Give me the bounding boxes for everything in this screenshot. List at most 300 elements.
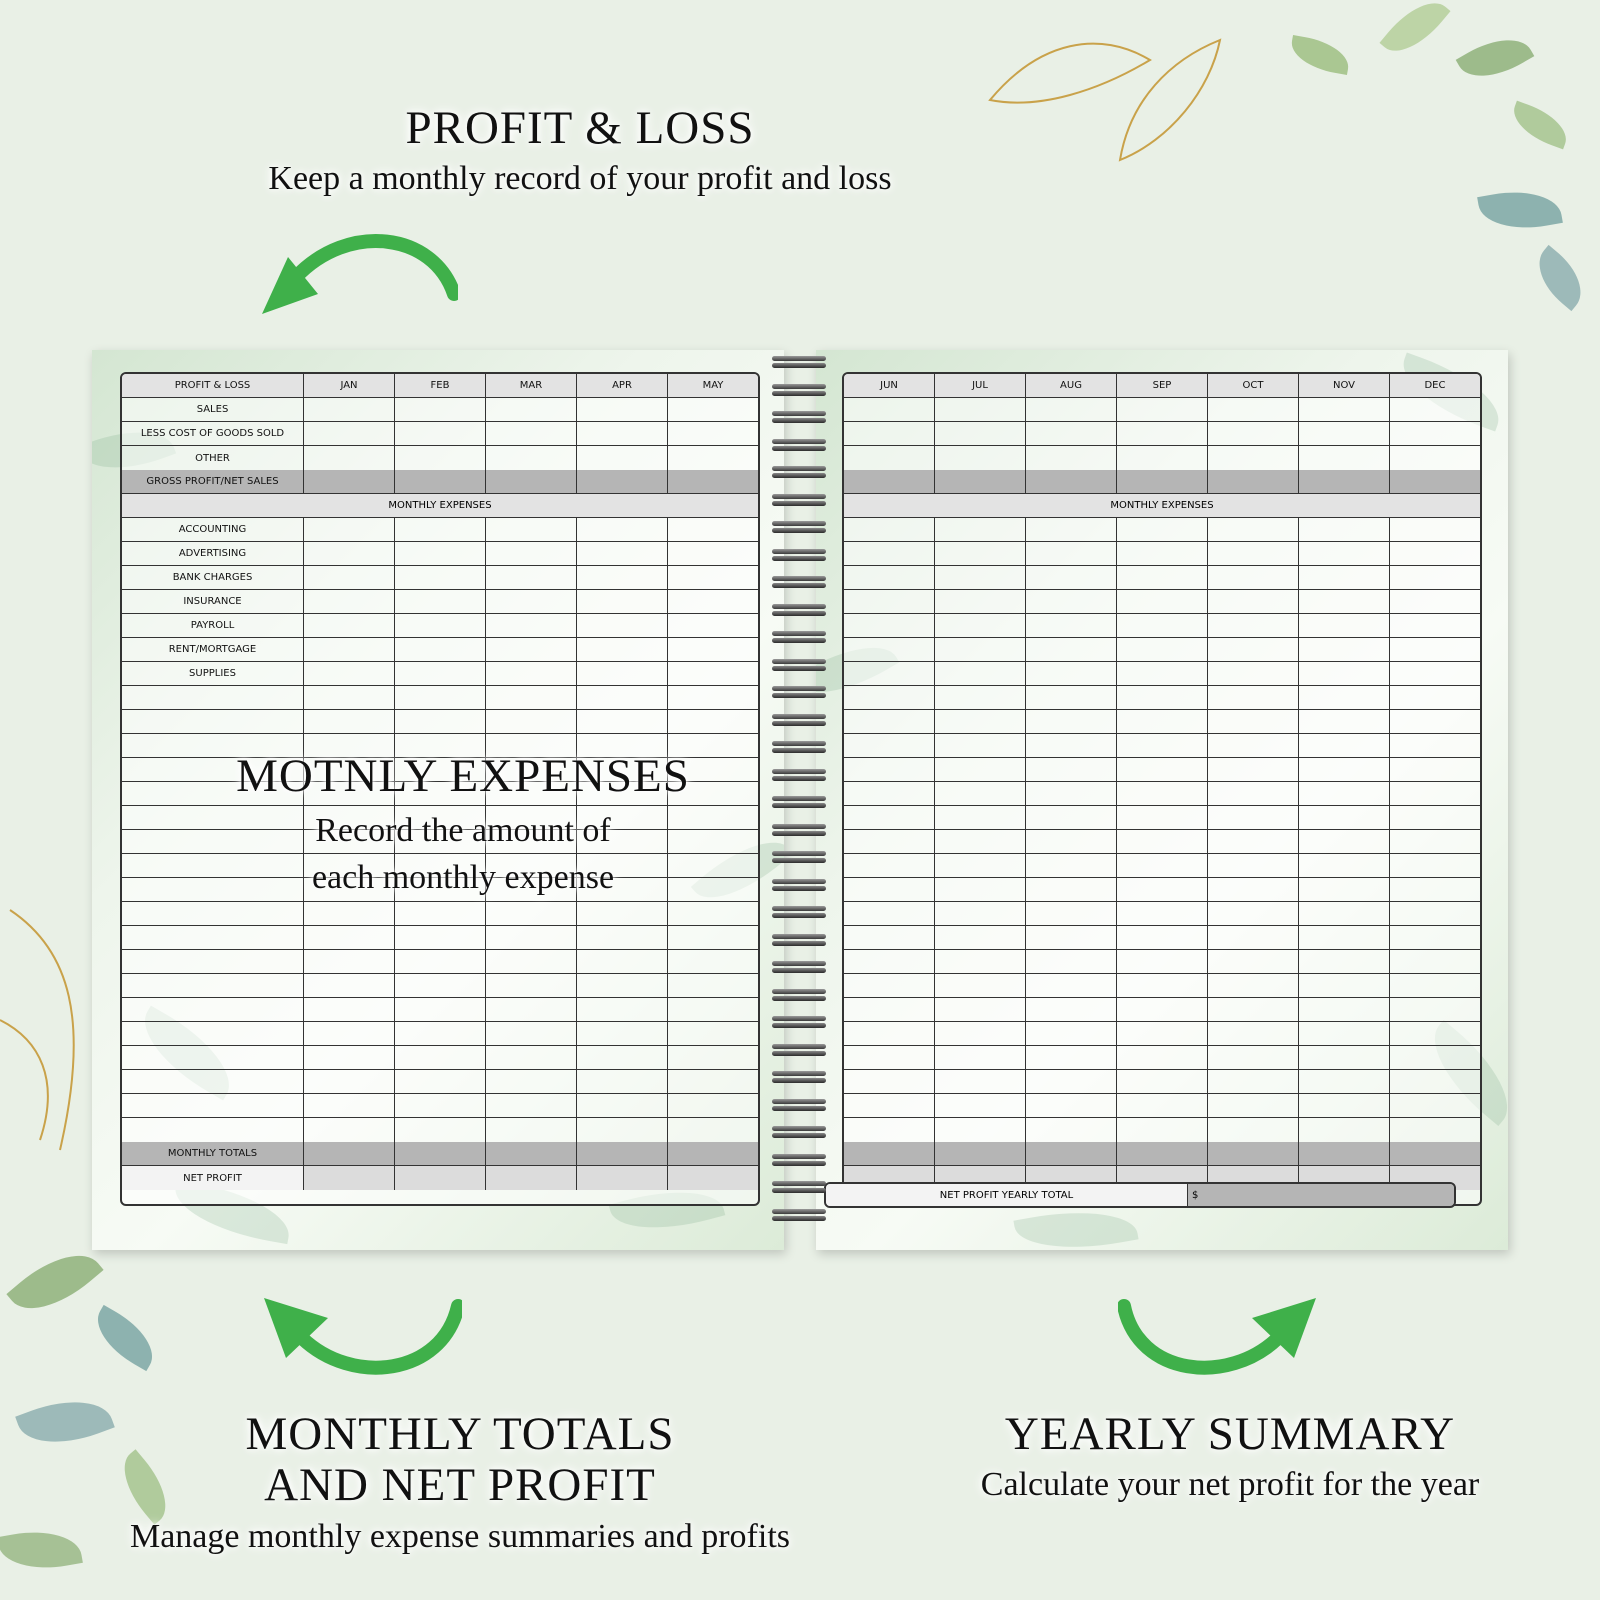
input-cell[interactable]	[1026, 1094, 1117, 1117]
input-cell[interactable]	[935, 1094, 1026, 1117]
input-cell[interactable]	[1208, 998, 1299, 1021]
input-cell[interactable]	[668, 1022, 758, 1045]
input-cell[interactable]	[1390, 590, 1480, 613]
input-cell[interactable]	[304, 974, 395, 997]
input-cell[interactable]	[1026, 662, 1117, 685]
input-cell[interactable]	[486, 710, 577, 733]
input-cell[interactable]	[1299, 446, 1390, 470]
input-cell[interactable]	[1299, 878, 1390, 901]
input-cell[interactable]	[1117, 974, 1208, 997]
input-cell[interactable]	[1390, 998, 1480, 1021]
input-cell[interactable]	[844, 662, 935, 685]
input-cell[interactable]	[577, 1070, 668, 1093]
input-cell[interactable]	[935, 566, 1026, 589]
input-cell[interactable]	[304, 926, 395, 949]
input-cell[interactable]	[1390, 662, 1480, 685]
input-cell[interactable]	[1390, 1094, 1480, 1117]
input-cell[interactable]	[395, 638, 486, 661]
input-cell[interactable]	[1390, 1070, 1480, 1093]
input-cell[interactable]	[1117, 446, 1208, 470]
input-cell[interactable]	[395, 446, 486, 470]
input-cell[interactable]	[304, 638, 395, 661]
input-cell[interactable]	[395, 662, 486, 685]
input-cell[interactable]	[1026, 566, 1117, 589]
input-cell[interactable]	[395, 614, 486, 637]
input-cell[interactable]	[577, 1166, 668, 1190]
input-cell[interactable]	[1390, 1022, 1480, 1045]
input-cell[interactable]	[935, 1142, 1026, 1165]
input-cell[interactable]	[304, 446, 395, 470]
input-cell[interactable]	[1117, 902, 1208, 925]
input-cell[interactable]	[1117, 542, 1208, 565]
input-cell[interactable]	[1208, 1142, 1299, 1165]
input-cell[interactable]	[1026, 950, 1117, 973]
input-cell[interactable]	[1026, 686, 1117, 709]
input-cell[interactable]	[1208, 638, 1299, 661]
input-cell[interactable]	[304, 422, 395, 445]
input-cell[interactable]	[935, 398, 1026, 421]
input-cell[interactable]	[668, 662, 758, 685]
input-cell[interactable]	[668, 902, 758, 925]
input-cell[interactable]	[935, 470, 1026, 493]
input-cell[interactable]	[1208, 518, 1299, 541]
input-cell[interactable]	[486, 902, 577, 925]
input-cell[interactable]	[1026, 518, 1117, 541]
input-cell[interactable]	[395, 974, 486, 997]
input-cell[interactable]	[1390, 542, 1480, 565]
input-cell[interactable]	[1390, 758, 1480, 781]
input-cell[interactable]	[1390, 902, 1480, 925]
input-cell[interactable]	[1117, 950, 1208, 973]
input-cell[interactable]	[1026, 470, 1117, 493]
input-cell[interactable]	[1299, 926, 1390, 949]
input-cell[interactable]	[395, 1094, 486, 1117]
input-cell[interactable]	[486, 662, 577, 685]
input-cell[interactable]	[1299, 974, 1390, 997]
input-cell[interactable]	[1026, 854, 1117, 877]
input-cell[interactable]	[935, 1022, 1026, 1045]
input-cell[interactable]	[1299, 806, 1390, 829]
input-cell[interactable]	[935, 902, 1026, 925]
input-cell[interactable]	[1299, 470, 1390, 493]
input-cell[interactable]	[486, 590, 577, 613]
input-cell[interactable]	[1208, 950, 1299, 973]
input-cell[interactable]	[577, 998, 668, 1021]
input-cell[interactable]	[668, 446, 758, 470]
input-cell[interactable]	[1390, 806, 1480, 829]
input-cell[interactable]	[1208, 686, 1299, 709]
input-cell[interactable]	[1208, 926, 1299, 949]
input-cell[interactable]	[668, 1166, 758, 1190]
input-cell[interactable]	[1026, 1142, 1117, 1165]
input-cell[interactable]	[1026, 446, 1117, 470]
input-cell[interactable]	[395, 542, 486, 565]
input-cell[interactable]	[1390, 1118, 1480, 1142]
input-cell[interactable]	[486, 1118, 577, 1142]
input-cell[interactable]	[1299, 686, 1390, 709]
input-cell[interactable]	[668, 1142, 758, 1165]
input-cell[interactable]	[1117, 1118, 1208, 1142]
input-cell[interactable]	[577, 1022, 668, 1045]
input-cell[interactable]	[1208, 446, 1299, 470]
input-cell[interactable]	[1026, 806, 1117, 829]
input-cell[interactable]	[395, 566, 486, 589]
input-cell[interactable]	[844, 1046, 935, 1069]
input-cell[interactable]	[1117, 398, 1208, 421]
input-cell[interactable]	[486, 1046, 577, 1069]
input-cell[interactable]	[1026, 422, 1117, 445]
input-cell[interactable]	[577, 1094, 668, 1117]
input-cell[interactable]	[1208, 1070, 1299, 1093]
input-cell[interactable]	[577, 974, 668, 997]
input-cell[interactable]	[1299, 902, 1390, 925]
input-cell[interactable]	[844, 1118, 935, 1142]
input-cell[interactable]	[1390, 566, 1480, 589]
input-cell[interactable]	[577, 518, 668, 541]
input-cell[interactable]	[1026, 974, 1117, 997]
input-cell[interactable]	[1117, 1142, 1208, 1165]
input-cell[interactable]	[1117, 1094, 1208, 1117]
input-cell[interactable]	[395, 1166, 486, 1190]
input-cell[interactable]	[1208, 710, 1299, 733]
input-cell[interactable]	[395, 950, 486, 973]
input-cell[interactable]	[1208, 542, 1299, 565]
input-cell[interactable]	[395, 710, 486, 733]
input-cell[interactable]	[1208, 974, 1299, 997]
input-cell[interactable]	[1026, 758, 1117, 781]
input-cell[interactable]	[1208, 1046, 1299, 1069]
yearly-total-value[interactable]: $	[1188, 1184, 1454, 1206]
input-cell[interactable]	[1390, 854, 1480, 877]
input-cell[interactable]	[304, 998, 395, 1021]
input-cell[interactable]	[304, 398, 395, 421]
input-cell[interactable]	[304, 1142, 395, 1165]
input-cell[interactable]	[1026, 1022, 1117, 1045]
input-cell[interactable]	[1299, 1142, 1390, 1165]
input-cell[interactable]	[486, 1022, 577, 1045]
input-cell[interactable]	[486, 686, 577, 709]
input-cell[interactable]	[1117, 782, 1208, 805]
input-cell[interactable]	[304, 902, 395, 925]
input-cell[interactable]	[844, 1094, 935, 1117]
input-cell[interactable]	[1208, 566, 1299, 589]
input-cell[interactable]	[1026, 998, 1117, 1021]
input-cell[interactable]	[1208, 590, 1299, 613]
input-cell[interactable]	[844, 782, 935, 805]
input-cell[interactable]	[486, 974, 577, 997]
input-cell[interactable]	[935, 878, 1026, 901]
input-cell[interactable]	[1299, 422, 1390, 445]
input-cell[interactable]	[1299, 638, 1390, 661]
input-cell[interactable]	[844, 854, 935, 877]
input-cell[interactable]	[1117, 686, 1208, 709]
input-cell[interactable]	[577, 926, 668, 949]
input-cell[interactable]	[1390, 950, 1480, 973]
input-cell[interactable]	[668, 614, 758, 637]
input-cell[interactable]	[486, 518, 577, 541]
input-cell[interactable]	[577, 686, 668, 709]
input-cell[interactable]	[844, 758, 935, 781]
input-cell[interactable]	[486, 638, 577, 661]
input-cell[interactable]	[1026, 1118, 1117, 1142]
input-cell[interactable]	[935, 854, 1026, 877]
input-cell[interactable]	[935, 1118, 1026, 1142]
input-cell[interactable]	[1026, 614, 1117, 637]
input-cell[interactable]	[1208, 1118, 1299, 1142]
input-cell[interactable]	[844, 590, 935, 613]
input-cell[interactable]	[1117, 926, 1208, 949]
input-cell[interactable]	[1299, 566, 1390, 589]
input-cell[interactable]	[486, 926, 577, 949]
input-cell[interactable]	[668, 1118, 758, 1142]
input-cell[interactable]	[844, 1142, 935, 1165]
input-cell[interactable]	[395, 1142, 486, 1165]
input-cell[interactable]	[668, 686, 758, 709]
input-cell[interactable]	[1390, 830, 1480, 853]
input-cell[interactable]	[1299, 1022, 1390, 1045]
input-cell[interactable]	[486, 998, 577, 1021]
input-cell[interactable]	[395, 1118, 486, 1142]
input-cell[interactable]	[1390, 974, 1480, 997]
input-cell[interactable]	[395, 686, 486, 709]
input-cell[interactable]	[668, 566, 758, 589]
input-cell[interactable]	[395, 902, 486, 925]
input-cell[interactable]	[1117, 806, 1208, 829]
input-cell[interactable]	[935, 1046, 1026, 1069]
input-cell[interactable]	[1299, 950, 1390, 973]
input-cell[interactable]	[668, 1046, 758, 1069]
input-cell[interactable]	[1208, 614, 1299, 637]
input-cell[interactable]	[844, 878, 935, 901]
input-cell[interactable]	[1299, 1046, 1390, 1069]
input-cell[interactable]	[935, 518, 1026, 541]
input-cell[interactable]	[1117, 614, 1208, 637]
input-cell[interactable]	[577, 542, 668, 565]
input-cell[interactable]	[844, 1022, 935, 1045]
input-cell[interactable]	[1299, 782, 1390, 805]
input-cell[interactable]	[1117, 734, 1208, 757]
input-cell[interactable]	[935, 1070, 1026, 1093]
input-cell[interactable]	[668, 950, 758, 973]
input-cell[interactable]	[844, 422, 935, 445]
input-cell[interactable]	[1208, 1094, 1299, 1117]
input-cell[interactable]	[1208, 734, 1299, 757]
input-cell[interactable]	[935, 734, 1026, 757]
input-cell[interactable]	[1390, 518, 1480, 541]
input-cell[interactable]	[304, 542, 395, 565]
input-cell[interactable]	[935, 782, 1026, 805]
input-cell[interactable]	[1026, 1070, 1117, 1093]
input-cell[interactable]	[577, 710, 668, 733]
input-cell[interactable]	[1208, 854, 1299, 877]
input-cell[interactable]	[304, 1166, 395, 1190]
input-cell[interactable]	[668, 1070, 758, 1093]
input-cell[interactable]	[395, 1022, 486, 1045]
input-cell[interactable]	[668, 542, 758, 565]
input-cell[interactable]	[1026, 710, 1117, 733]
input-cell[interactable]	[1117, 470, 1208, 493]
input-cell[interactable]	[844, 470, 935, 493]
input-cell[interactable]	[935, 590, 1026, 613]
input-cell[interactable]	[1299, 854, 1390, 877]
input-cell[interactable]	[1117, 638, 1208, 661]
input-cell[interactable]	[844, 950, 935, 973]
input-cell[interactable]	[844, 1070, 935, 1093]
input-cell[interactable]	[395, 1070, 486, 1093]
input-cell[interactable]	[668, 1094, 758, 1117]
input-cell[interactable]	[668, 998, 758, 1021]
input-cell[interactable]	[577, 1046, 668, 1069]
input-cell[interactable]	[668, 590, 758, 613]
input-cell[interactable]	[304, 470, 395, 493]
input-cell[interactable]	[1390, 1046, 1480, 1069]
input-cell[interactable]	[1390, 878, 1480, 901]
input-cell[interactable]	[577, 614, 668, 637]
input-cell[interactable]	[1299, 710, 1390, 733]
input-cell[interactable]	[844, 518, 935, 541]
input-cell[interactable]	[1117, 566, 1208, 589]
input-cell[interactable]	[1117, 854, 1208, 877]
input-cell[interactable]	[304, 566, 395, 589]
input-cell[interactable]	[304, 710, 395, 733]
input-cell[interactable]	[935, 998, 1026, 1021]
input-cell[interactable]	[844, 686, 935, 709]
input-cell[interactable]	[668, 974, 758, 997]
input-cell[interactable]	[486, 446, 577, 470]
input-cell[interactable]	[844, 926, 935, 949]
input-cell[interactable]	[577, 470, 668, 493]
input-cell[interactable]	[935, 710, 1026, 733]
input-cell[interactable]	[668, 926, 758, 949]
input-cell[interactable]	[935, 686, 1026, 709]
input-cell[interactable]	[1390, 926, 1480, 949]
input-cell[interactable]	[1299, 398, 1390, 421]
input-cell[interactable]	[935, 926, 1026, 949]
input-cell[interactable]	[844, 710, 935, 733]
input-cell[interactable]	[577, 446, 668, 470]
input-cell[interactable]	[577, 566, 668, 589]
input-cell[interactable]	[1390, 638, 1480, 661]
input-cell[interactable]	[935, 422, 1026, 445]
input-cell[interactable]	[1117, 518, 1208, 541]
input-cell[interactable]	[844, 998, 935, 1021]
input-cell[interactable]	[577, 422, 668, 445]
input-cell[interactable]	[844, 974, 935, 997]
input-cell[interactable]	[1208, 662, 1299, 685]
input-cell[interactable]	[304, 614, 395, 637]
input-cell[interactable]	[1117, 422, 1208, 445]
input-cell[interactable]	[1208, 470, 1299, 493]
input-cell[interactable]	[486, 542, 577, 565]
input-cell[interactable]	[1026, 830, 1117, 853]
input-cell[interactable]	[935, 806, 1026, 829]
input-cell[interactable]	[1299, 1070, 1390, 1093]
input-cell[interactable]	[1208, 398, 1299, 421]
input-cell[interactable]	[668, 638, 758, 661]
input-cell[interactable]	[1117, 998, 1208, 1021]
input-cell[interactable]	[486, 470, 577, 493]
input-cell[interactable]	[1390, 710, 1480, 733]
input-cell[interactable]	[577, 950, 668, 973]
input-cell[interactable]	[668, 422, 758, 445]
input-cell[interactable]	[395, 590, 486, 613]
input-cell[interactable]	[1208, 806, 1299, 829]
input-cell[interactable]	[1026, 926, 1117, 949]
input-cell[interactable]	[486, 422, 577, 445]
input-cell[interactable]	[935, 662, 1026, 685]
input-cell[interactable]	[577, 590, 668, 613]
input-cell[interactable]	[1390, 398, 1480, 421]
input-cell[interactable]	[1208, 1022, 1299, 1045]
input-cell[interactable]	[486, 398, 577, 421]
input-cell[interactable]	[486, 950, 577, 973]
input-cell[interactable]	[486, 1094, 577, 1117]
input-cell[interactable]	[486, 566, 577, 589]
input-cell[interactable]	[1390, 782, 1480, 805]
input-cell[interactable]	[935, 758, 1026, 781]
input-cell[interactable]	[1390, 686, 1480, 709]
input-cell[interactable]	[844, 638, 935, 661]
input-cell[interactable]	[1299, 614, 1390, 637]
input-cell[interactable]	[1208, 422, 1299, 445]
input-cell[interactable]	[844, 830, 935, 853]
input-cell[interactable]	[1299, 590, 1390, 613]
input-cell[interactable]	[304, 518, 395, 541]
input-cell[interactable]	[1117, 830, 1208, 853]
input-cell[interactable]	[304, 590, 395, 613]
input-cell[interactable]	[1299, 734, 1390, 757]
input-cell[interactable]	[1208, 830, 1299, 853]
input-cell[interactable]	[1390, 470, 1480, 493]
input-cell[interactable]	[1026, 902, 1117, 925]
input-cell[interactable]	[844, 806, 935, 829]
input-cell[interactable]	[1117, 878, 1208, 901]
input-cell[interactable]	[577, 902, 668, 925]
input-cell[interactable]	[1026, 782, 1117, 805]
input-cell[interactable]	[1299, 662, 1390, 685]
input-cell[interactable]	[1026, 1046, 1117, 1069]
input-cell[interactable]	[577, 638, 668, 661]
input-cell[interactable]	[1390, 614, 1480, 637]
input-cell[interactable]	[304, 686, 395, 709]
input-cell[interactable]	[1026, 734, 1117, 757]
input-cell[interactable]	[1208, 782, 1299, 805]
input-cell[interactable]	[1117, 1022, 1208, 1045]
input-cell[interactable]	[668, 470, 758, 493]
input-cell[interactable]	[1390, 734, 1480, 757]
input-cell[interactable]	[1026, 878, 1117, 901]
input-cell[interactable]	[1026, 638, 1117, 661]
input-cell[interactable]	[935, 638, 1026, 661]
input-cell[interactable]	[395, 1046, 486, 1069]
input-cell[interactable]	[395, 470, 486, 493]
input-cell[interactable]	[486, 1166, 577, 1190]
input-cell[interactable]	[1208, 878, 1299, 901]
input-cell[interactable]	[844, 566, 935, 589]
input-cell[interactable]	[1117, 710, 1208, 733]
input-cell[interactable]	[304, 1070, 395, 1093]
input-cell[interactable]	[1208, 758, 1299, 781]
input-cell[interactable]	[935, 614, 1026, 637]
input-cell[interactable]	[935, 446, 1026, 470]
input-cell[interactable]	[577, 1142, 668, 1165]
input-cell[interactable]	[395, 998, 486, 1021]
input-cell[interactable]	[304, 1022, 395, 1045]
input-cell[interactable]	[395, 422, 486, 445]
input-cell[interactable]	[577, 398, 668, 421]
input-cell[interactable]	[844, 734, 935, 757]
input-cell[interactable]	[935, 542, 1026, 565]
